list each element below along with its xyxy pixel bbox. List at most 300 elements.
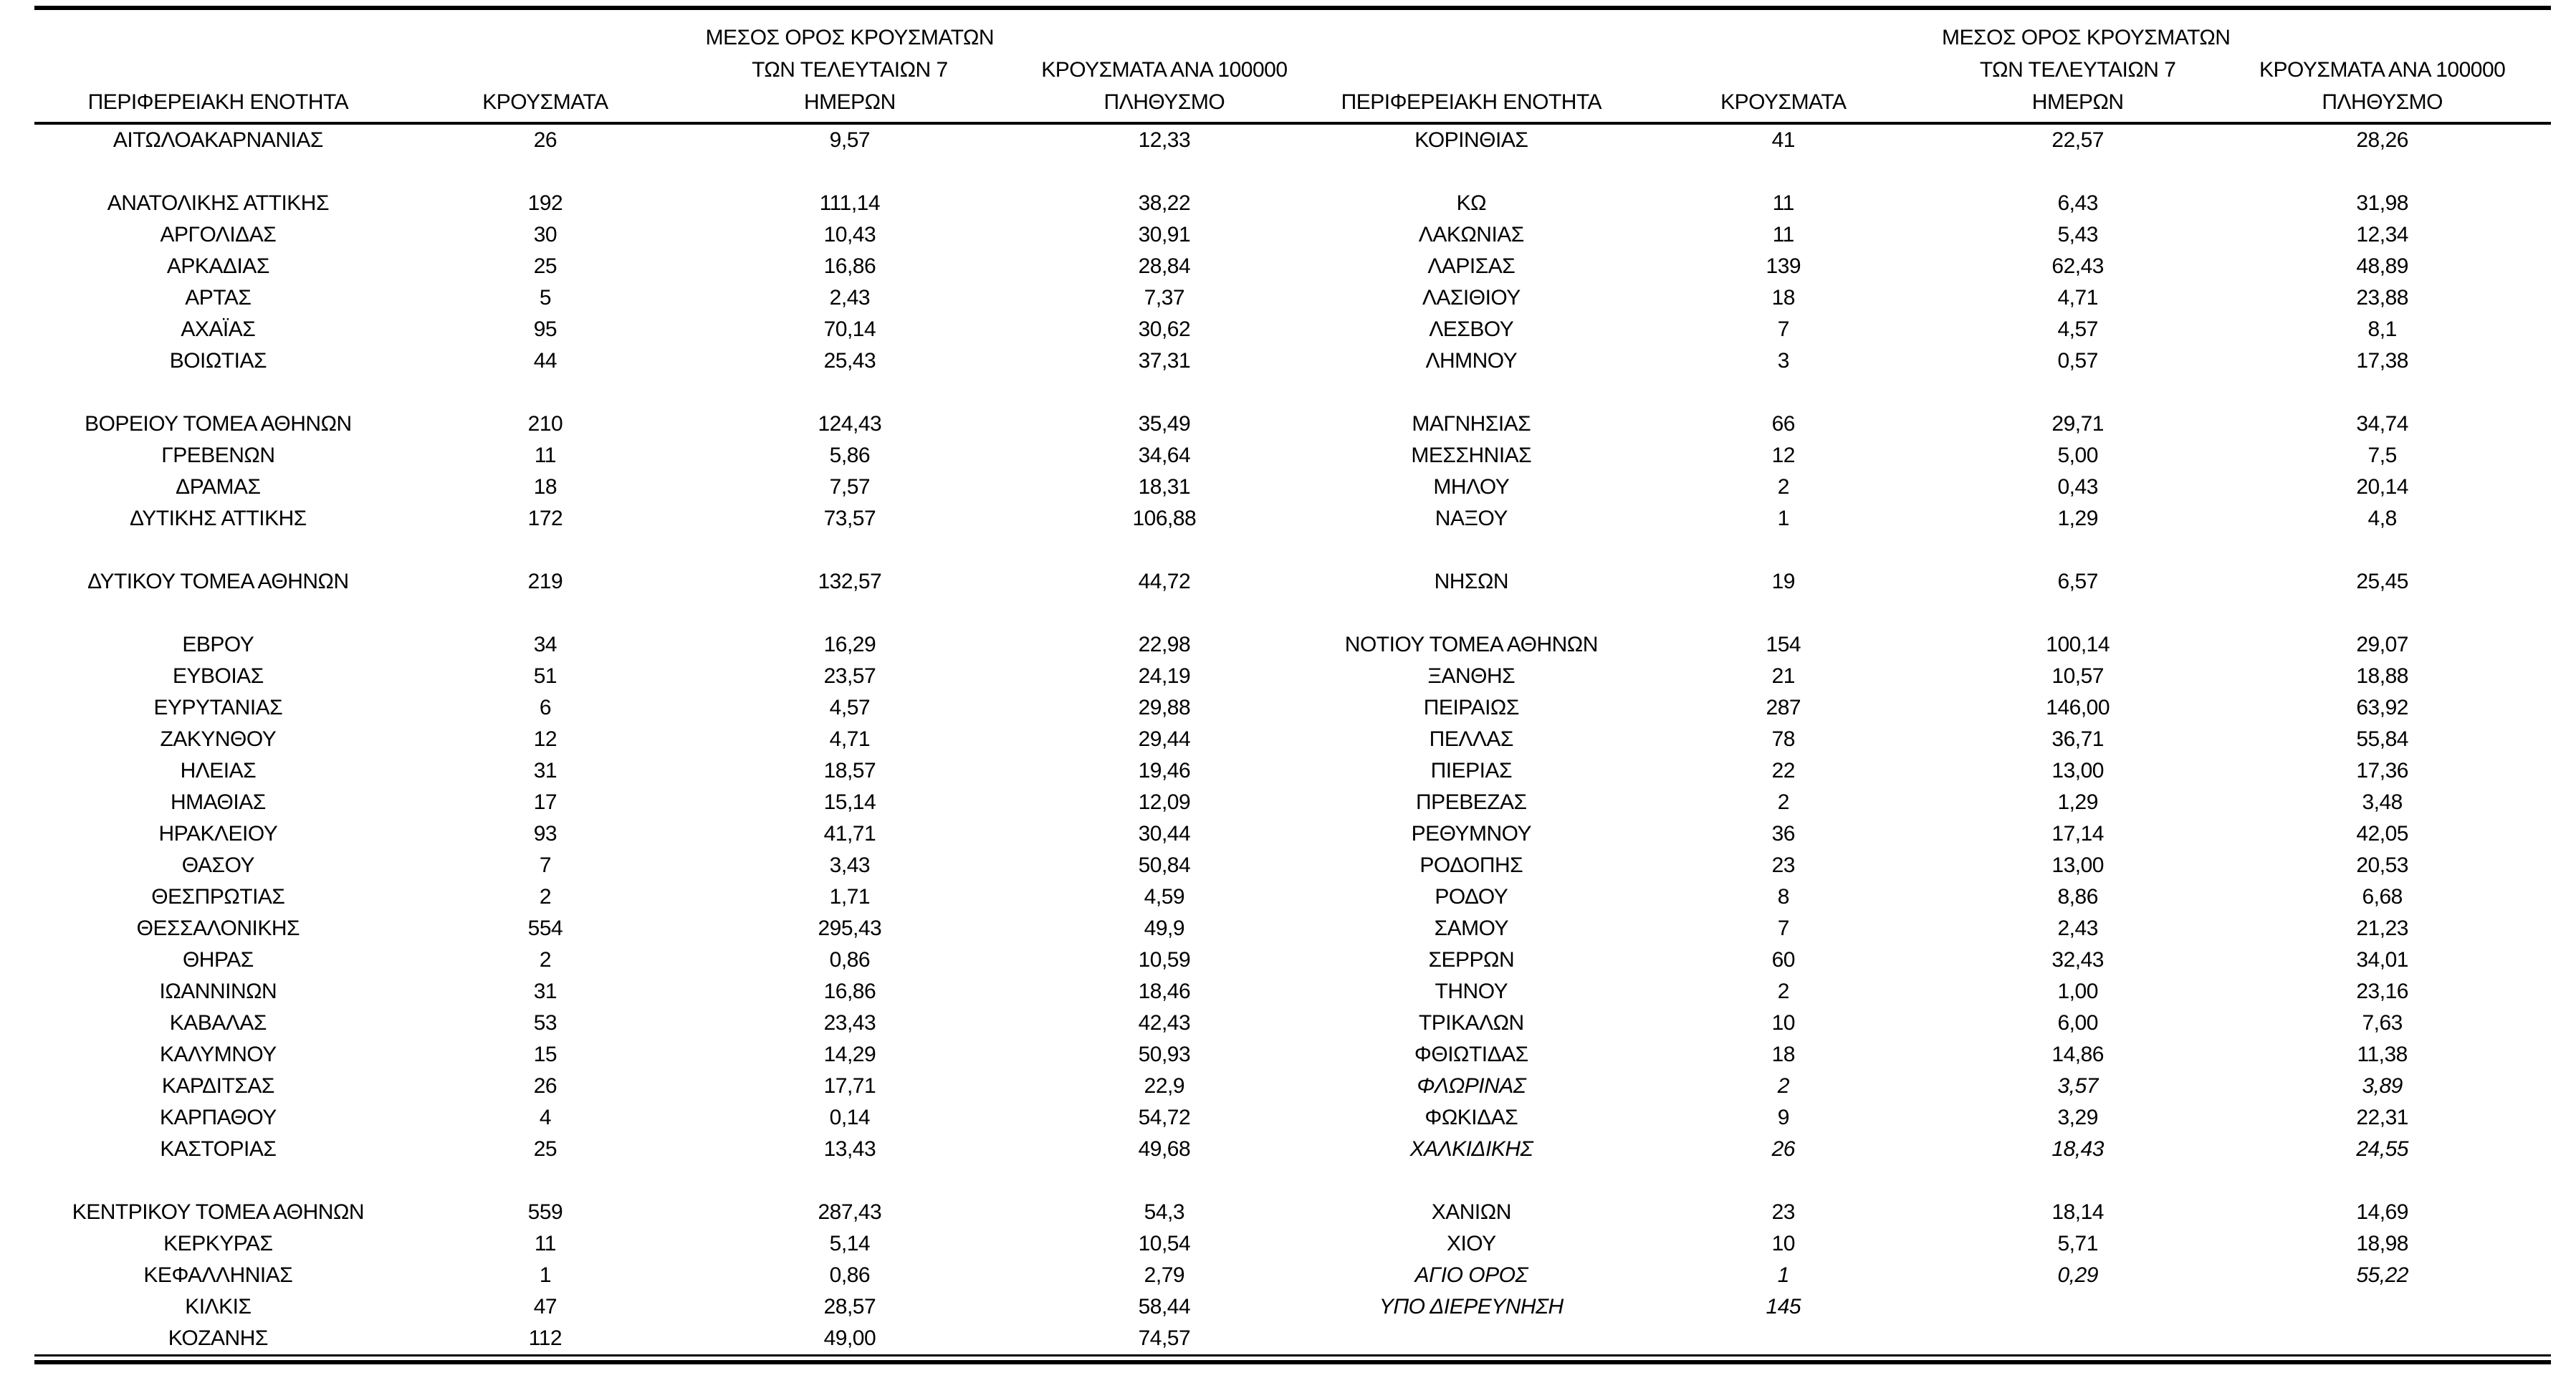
right-region-cell: ΠΕΛΛΑΣ bbox=[1429, 727, 1513, 751]
right-avg7-cell: 3,29 bbox=[2057, 1106, 2098, 1129]
right-avg7-cell bbox=[1942, 156, 2213, 188]
right-per100k-cell: 7,63 bbox=[2362, 1011, 2403, 1035]
right-avg7-cell: 17,14 bbox=[2051, 822, 2104, 846]
right-cases-cell: 7 bbox=[1777, 917, 1789, 940]
left-avg7-cell: 111,14 bbox=[819, 191, 881, 215]
left-avg7-header-line2: ΤΩΝ ΤΕΛΕΥΤΑΙΩΝ 7 bbox=[752, 58, 948, 82]
left-region-cell: ΑΧΑΪΑΣ bbox=[181, 317, 256, 341]
right-avg7-cell: 22,57 bbox=[2051, 128, 2104, 152]
regional-cases-table bbox=[34, 10, 2551, 1354]
right-avg7-cell: 0,43 bbox=[2057, 475, 2098, 499]
left-region-cell: ΚΕΡΚΥΡΑΣ bbox=[163, 1232, 273, 1255]
right-region-cell bbox=[1318, 535, 1624, 566]
left-per100k-cell: 44,72 bbox=[1138, 570, 1191, 593]
left-cases-cell: 93 bbox=[533, 822, 557, 846]
right-avg7-header-line2: ΤΩΝ ΤΕΛΕΥΤΑΙΩΝ 7 bbox=[1979, 58, 2176, 82]
left-region-cell: ΗΜΑΘΙΑΣ bbox=[170, 790, 266, 814]
left-region-cell bbox=[34, 1165, 402, 1197]
right-region-cell: ΛΕΣΒΟΥ bbox=[1429, 317, 1514, 341]
right-avg7-cell: 13,00 bbox=[2051, 759, 2104, 783]
left-avg7-cell: 5,14 bbox=[829, 1232, 871, 1255]
table-row bbox=[34, 976, 2551, 1008]
table-header bbox=[34, 10, 2551, 123]
left-avg7-cell: 4,71 bbox=[829, 727, 871, 751]
left-avg7-cell: 49,00 bbox=[823, 1326, 876, 1350]
left-avg7-cell: 16,86 bbox=[823, 980, 876, 1003]
right-cases-cell: 11 bbox=[1772, 191, 1794, 215]
right-avg7-cell: 18,43 bbox=[2051, 1137, 2104, 1161]
left-avg7-cell: 25,43 bbox=[823, 349, 876, 373]
right-region-cell: ΡΟΔΟΥ bbox=[1435, 885, 1508, 909]
left-avg7-cell: 287,43 bbox=[818, 1200, 882, 1224]
left-region-cell: ΕΥΒΟΙΑΣ bbox=[172, 664, 264, 688]
right-avg7-header-line1: ΜΕΣΟΣ ΟΡΟΣ ΚΡΟΥΣΜΑΤΩΝ bbox=[1942, 26, 2231, 49]
right-avg7-cell: 1,29 bbox=[2057, 507, 2098, 530]
right-avg7-cell bbox=[1942, 1291, 2213, 1323]
table-row bbox=[34, 692, 2551, 724]
table-row bbox=[34, 282, 2551, 314]
left-region-cell: ΗΛΕΙΑΣ bbox=[180, 759, 257, 783]
left-per100k-header bbox=[1011, 10, 1318, 123]
table-row bbox=[34, 408, 2551, 440]
left-region-cell: ΚΑΛΥΜΝΟΥ bbox=[159, 1043, 277, 1066]
left-avg7-cell: 23,57 bbox=[823, 664, 876, 688]
right-avg7-cell: 6,00 bbox=[2057, 1011, 2098, 1035]
right-per100k-cell bbox=[2213, 535, 2551, 566]
table-row bbox=[34, 629, 2551, 661]
table-row bbox=[34, 1102, 2551, 1134]
right-region-cell: ΛΑΚΩΝΙΑΣ bbox=[1418, 223, 1524, 247]
right-region-cell: ΚΟΡΙΝΘΙΑΣ bbox=[1414, 128, 1528, 152]
right-per100k-cell: 12,34 bbox=[2356, 223, 2408, 247]
left-avg7-cell bbox=[689, 598, 1011, 629]
left-per100k-cell bbox=[1011, 535, 1318, 566]
right-avg7-cell: 3,57 bbox=[2057, 1074, 2098, 1098]
left-per100k-cell: 34,64 bbox=[1138, 444, 1191, 467]
left-region-cell: ΚΙΛΚΙΣ bbox=[185, 1295, 252, 1319]
left-per100k-cell: 74,57 bbox=[1138, 1326, 1191, 1350]
table-row bbox=[34, 881, 2551, 913]
right-cases-cell: 60 bbox=[1771, 948, 1795, 972]
table-row bbox=[34, 1165, 2551, 1197]
right-cases-cell: 26 bbox=[1771, 1137, 1795, 1161]
table-row bbox=[34, 503, 2551, 535]
left-per100k-cell bbox=[1011, 598, 1318, 629]
right-region-cell: ΧΑΝΙΩΝ bbox=[1431, 1200, 1511, 1224]
right-avg7-cell: 18,14 bbox=[2051, 1200, 2104, 1224]
left-avg7-cell: 16,29 bbox=[823, 633, 876, 656]
right-region-cell: ΜΗΛΟΥ bbox=[1433, 475, 1510, 499]
left-region-cell: ΚΕΦΑΛΛΗΝΙΑΣ bbox=[143, 1263, 293, 1287]
left-per100k-cell: 22,9 bbox=[1144, 1074, 1185, 1098]
left-region-cell: ΘΕΣΣΑΛΟΝΙΚΗΣ bbox=[136, 917, 300, 940]
left-per100k-cell: 7,37 bbox=[1144, 286, 1185, 310]
right-per100k-cell bbox=[2213, 377, 2551, 408]
right-per100k-cell: 17,36 bbox=[2356, 759, 2408, 783]
left-per100k-cell: 22,98 bbox=[1138, 633, 1191, 656]
left-per100k-cell: 29,88 bbox=[1138, 696, 1191, 719]
left-cases-cell: 44 bbox=[533, 349, 557, 373]
right-per100k-cell: 21,23 bbox=[2356, 917, 2408, 940]
right-avg7-cell: 14,86 bbox=[2051, 1043, 2104, 1066]
left-cases-cell bbox=[402, 1165, 689, 1197]
left-per100k-cell: 106,88 bbox=[1132, 507, 1197, 530]
table-row bbox=[34, 440, 2551, 472]
left-avg7-cell: 17,71 bbox=[823, 1074, 876, 1098]
right-cases-cell: 78 bbox=[1771, 727, 1795, 751]
left-region-cell: ΕΒΡΟΥ bbox=[182, 633, 254, 656]
right-cases-cell bbox=[1625, 535, 1943, 566]
right-avg7-cell: 10,57 bbox=[2051, 664, 2104, 688]
right-cases-cell: 18 bbox=[1771, 1043, 1795, 1066]
right-per100k-cell: 42,05 bbox=[2356, 822, 2408, 846]
left-cases-cell: 7 bbox=[539, 853, 552, 877]
left-avg7-cell: 295,43 bbox=[818, 917, 882, 940]
right-region-cell: ΠΕΙΡΑΙΩΣ bbox=[1423, 696, 1519, 719]
right-cases-cell: 2 bbox=[1777, 790, 1789, 814]
right-avg7-cell: 8,86 bbox=[2057, 885, 2098, 909]
right-per100k-cell: 55,22 bbox=[2356, 1263, 2408, 1287]
left-region-cell: ΓΡΕΒΕΝΩΝ bbox=[161, 444, 275, 467]
left-cases-cell: 219 bbox=[527, 570, 563, 593]
left-per100k-header-line2: ΠΛΗΘΥΣΜΟ bbox=[1103, 90, 1225, 114]
left-region-cell: ΔΡΑΜΑΣ bbox=[176, 475, 261, 499]
left-avg7-cell: 124,43 bbox=[818, 412, 882, 436]
table-row bbox=[34, 535, 2551, 566]
left-cases-cell: 34 bbox=[533, 633, 557, 656]
left-avg7-cell: 7,57 bbox=[829, 475, 871, 499]
right-avg7-cell: 4,57 bbox=[2057, 317, 2098, 341]
left-avg7-cell: 9,57 bbox=[829, 128, 871, 152]
left-region-cell: ΚΑΡΔΙΤΣΑΣ bbox=[161, 1074, 274, 1098]
right-per100k-cell: 22,31 bbox=[2356, 1106, 2408, 1129]
table-row bbox=[34, 123, 2551, 156]
left-region-cell: ΚΟΖΑΝΗΣ bbox=[168, 1326, 268, 1350]
right-cases-cell: 21 bbox=[1771, 664, 1795, 688]
left-cases-cell bbox=[402, 377, 689, 408]
right-cases-cell: 22 bbox=[1771, 759, 1795, 783]
right-per100k-cell bbox=[2213, 598, 2551, 629]
left-per100k-cell: 24,19 bbox=[1138, 664, 1191, 688]
left-per100k-cell: 37,31 bbox=[1138, 349, 1191, 373]
left-avg7-cell: 0,14 bbox=[829, 1106, 871, 1129]
right-per100k-cell: 6,68 bbox=[2362, 885, 2403, 909]
table-row bbox=[34, 1039, 2551, 1071]
right-avg7-header-line3: ΗΜΕΡΩΝ bbox=[2031, 90, 2124, 114]
table-row bbox=[34, 156, 2551, 188]
right-cases-cell: 1 bbox=[1777, 1263, 1789, 1287]
right-cases-cell: 1 bbox=[1777, 507, 1789, 530]
right-region-cell bbox=[1318, 156, 1624, 188]
left-region-cell: ΑΡΚΑΔΙΑΣ bbox=[166, 254, 269, 278]
right-cases-cell bbox=[1625, 598, 1943, 629]
right-region-cell: ΤΗΝΟΥ bbox=[1435, 980, 1508, 1003]
right-cases-cell bbox=[1625, 156, 1943, 188]
right-region-cell bbox=[1318, 1165, 1624, 1197]
left-per100k-cell: 49,9 bbox=[1144, 917, 1185, 940]
left-avg7-cell: 23,43 bbox=[823, 1011, 876, 1035]
left-cases-cell: 31 bbox=[533, 980, 557, 1003]
right-per100k-cell: 3,48 bbox=[2362, 790, 2403, 814]
left-cases-cell: 15 bbox=[533, 1043, 557, 1066]
right-region-cell: ΝΟΤΙΟΥ ΤΟΜΕΑ ΑΘΗΝΩΝ bbox=[1344, 633, 1598, 656]
table-row bbox=[34, 314, 2551, 345]
right-region-cell: ΞΑΝΘΗΣ bbox=[1427, 664, 1516, 688]
left-cases-cell: 31 bbox=[533, 759, 557, 783]
left-avg7-cell: 16,86 bbox=[823, 254, 876, 278]
left-region-header bbox=[34, 10, 402, 123]
right-avg7-cell: 0,29 bbox=[2057, 1263, 2098, 1287]
right-avg7-cell: 1,29 bbox=[2057, 790, 2098, 814]
table-row bbox=[34, 1323, 2551, 1354]
table-row bbox=[34, 345, 2551, 377]
right-cases-cell bbox=[1625, 1323, 1943, 1354]
left-cases-cell: 192 bbox=[527, 191, 563, 215]
right-cases-cell bbox=[1625, 377, 1943, 408]
right-avg7-cell: 100,14 bbox=[2046, 633, 2110, 656]
right-cases-cell: 41 bbox=[1771, 128, 1795, 152]
left-avg7-cell bbox=[689, 1165, 1011, 1197]
right-per100k-cell: 24,55 bbox=[2356, 1137, 2408, 1161]
right-per100k-cell: 25,45 bbox=[2356, 570, 2408, 593]
left-region-cell: ΘΑΣΟΥ bbox=[181, 853, 254, 877]
right-cases-cell: 18 bbox=[1771, 286, 1795, 310]
right-avg7-cell bbox=[1942, 1323, 2213, 1354]
left-cases-cell: 47 bbox=[533, 1295, 557, 1319]
table-row bbox=[34, 755, 2551, 787]
left-cases-cell: 112 bbox=[528, 1326, 562, 1350]
left-per100k-cell bbox=[1011, 1165, 1318, 1197]
left-avg7-cell: 2,43 bbox=[829, 286, 871, 310]
right-region-cell: ΦΛΩΡΙΝΑΣ bbox=[1417, 1074, 1526, 1098]
right-region-cell: ΡΕΘΥΜΝΟΥ bbox=[1411, 822, 1532, 846]
right-cases-cell: 7 bbox=[1777, 317, 1789, 341]
left-per100k-cell: 49,68 bbox=[1138, 1137, 1191, 1161]
left-cases-cell: 4 bbox=[539, 1106, 552, 1129]
right-cases-cell: 66 bbox=[1771, 412, 1795, 436]
left-cases-cell: 5 bbox=[539, 286, 552, 310]
right-cases-cell: 9 bbox=[1777, 1106, 1789, 1129]
right-per100k-header bbox=[2213, 10, 2551, 123]
right-region-cell: ΛΑΡΙΣΑΣ bbox=[1427, 254, 1516, 278]
left-avg7-cell bbox=[689, 156, 1011, 188]
left-cases-cell: 26 bbox=[533, 1074, 557, 1098]
right-region-cell: ΑΓΙΟ ΟΡΟΣ bbox=[1414, 1263, 1528, 1287]
right-region-cell: ΣΑΜΟΥ bbox=[1434, 917, 1509, 940]
left-cases-cell: 2 bbox=[539, 948, 552, 972]
left-region-cell: ΚΕΝΤΡΙΚΟΥ ΤΟΜΕΑ ΑΘΗΝΩΝ bbox=[72, 1200, 365, 1224]
left-cases-cell: 12 bbox=[533, 727, 557, 751]
left-cases-cell: 1 bbox=[539, 1263, 552, 1287]
left-cases-cell bbox=[402, 156, 689, 188]
left-region-cell bbox=[34, 377, 402, 408]
right-region-cell: ΣΕΡΡΩΝ bbox=[1428, 948, 1515, 972]
left-cases-cell: 30 bbox=[533, 223, 557, 247]
right-avg7-cell bbox=[1942, 598, 2213, 629]
left-cases-cell: 11 bbox=[534, 1232, 556, 1255]
right-region-cell bbox=[1318, 1323, 1624, 1354]
left-region-cell: ΙΩΑΝΝΙΝΩΝ bbox=[159, 980, 277, 1003]
left-region-cell: ΘΕΣΠΡΩΤΙΑΣ bbox=[151, 885, 285, 909]
left-avg7-cell: 18,57 bbox=[823, 759, 876, 783]
left-cases-cell: 172 bbox=[527, 507, 563, 530]
right-region-cell: ΝΑΞΟΥ bbox=[1435, 507, 1508, 530]
right-region-cell: ΜΑΓΝΗΣΙΑΣ bbox=[1412, 412, 1531, 436]
right-per100k-cell: 23,16 bbox=[2356, 980, 2408, 1003]
right-per100k-cell: 31,98 bbox=[2356, 191, 2408, 215]
left-per100k-cell: 12,33 bbox=[1138, 128, 1191, 152]
left-per100k-cell: 30,44 bbox=[1138, 822, 1191, 846]
table-row bbox=[34, 251, 2551, 282]
right-cases-cell: 23 bbox=[1771, 1200, 1795, 1224]
left-avg7-cell bbox=[689, 377, 1011, 408]
left-region-cell bbox=[34, 598, 402, 629]
right-region-cell: ΚΩ bbox=[1456, 191, 1487, 215]
left-avg7-header-line1: ΜΕΣΟΣ ΟΡΟΣ ΚΡΟΥΣΜΑΤΩΝ bbox=[705, 26, 995, 49]
left-per100k-cell: 35,49 bbox=[1138, 412, 1191, 436]
right-per100k-cell: 63,92 bbox=[2356, 696, 2408, 719]
left-avg7-cell: 70,14 bbox=[823, 317, 876, 341]
table-row bbox=[34, 818, 2551, 850]
table-row bbox=[34, 1134, 2551, 1165]
left-per100k-cell: 30,91 bbox=[1138, 223, 1191, 247]
left-cases-cell: 26 bbox=[533, 128, 557, 152]
left-per100k-cell bbox=[1011, 377, 1318, 408]
left-per100k-cell: 10,59 bbox=[1138, 948, 1191, 972]
left-region-cell: ΑΡΤΑΣ bbox=[185, 286, 252, 310]
right-per100k-cell: 11,38 bbox=[2357, 1043, 2408, 1066]
table-row bbox=[34, 219, 2551, 251]
left-avg7-cell: 132,57 bbox=[818, 570, 882, 593]
right-cases-cell: 10 bbox=[1771, 1011, 1795, 1035]
right-cases-cell: 2 bbox=[1777, 980, 1789, 1003]
left-region-cell: ΑΝΑΤΟΛΙΚΗΣ ΑΤΤΙΚΗΣ bbox=[107, 191, 330, 215]
right-cases-cell: 19 bbox=[1771, 570, 1795, 593]
left-region-cell: ΚΑΣΤΟΡΙΑΣ bbox=[160, 1137, 277, 1161]
right-region-cell: ΤΡΙΚΑΛΩΝ bbox=[1418, 1011, 1524, 1035]
right-cases-cell: 2 bbox=[1777, 475, 1789, 499]
right-per100k-header-line2: ΠΛΗΘΥΣΜΟ bbox=[2322, 90, 2443, 114]
right-cases-cell: 23 bbox=[1771, 853, 1795, 877]
left-avg7-cell: 41,71 bbox=[823, 822, 876, 846]
right-cases-cell: 154 bbox=[1766, 633, 1801, 656]
right-per100k-cell: 18,88 bbox=[2356, 664, 2408, 688]
left-cases-cell bbox=[402, 535, 689, 566]
right-per100k-cell bbox=[2213, 1291, 2551, 1323]
left-cases-cell: 210 bbox=[527, 412, 563, 436]
right-cases-cell: 287 bbox=[1766, 696, 1801, 719]
left-cases-cell: 25 bbox=[533, 254, 557, 278]
right-cases-cell: 10 bbox=[1771, 1232, 1795, 1255]
right-region-cell bbox=[1318, 598, 1624, 629]
right-per100k-cell bbox=[2213, 156, 2551, 188]
right-region-cell: ΧΑΛΚΙΔΙΚΗΣ bbox=[1409, 1137, 1533, 1161]
right-cases-cell bbox=[1625, 1165, 1943, 1197]
right-per100k-cell: 34,01 bbox=[2356, 948, 2408, 972]
right-region-cell: ΝΗΣΩΝ bbox=[1434, 570, 1509, 593]
left-cases-cell: 95 bbox=[533, 317, 557, 341]
left-per100k-cell: 58,44 bbox=[1138, 1295, 1191, 1319]
left-per100k-cell: 29,44 bbox=[1138, 727, 1191, 751]
right-per100k-cell: 20,14 bbox=[2356, 475, 2408, 499]
table-row bbox=[34, 661, 2551, 692]
left-per100k-cell: 42,43 bbox=[1138, 1011, 1191, 1035]
left-region-cell bbox=[34, 156, 402, 188]
left-avg7-cell: 5,86 bbox=[829, 444, 871, 467]
right-per100k-cell: 7,5 bbox=[2367, 444, 2397, 467]
left-avg7-cell bbox=[689, 535, 1011, 566]
right-per100k-cell: 23,88 bbox=[2356, 286, 2408, 310]
left-region-cell bbox=[34, 535, 402, 566]
left-region-cell: ΕΥΡΥΤΑΝΙΑΣ bbox=[153, 696, 283, 719]
right-per100k-cell: 28,26 bbox=[2356, 128, 2408, 152]
right-cases-cell: 2 bbox=[1777, 1074, 1789, 1098]
right-cases-header bbox=[1625, 10, 1943, 123]
left-per100k-cell: 18,46 bbox=[1138, 980, 1191, 1003]
right-per100k-header-line1: ΚΡΟΥΣΜΑΤΑ ΑΝΑ 100000 bbox=[2259, 58, 2506, 82]
right-avg7-cell: 146,00 bbox=[2046, 696, 2110, 719]
right-avg7-header bbox=[1942, 10, 2231, 123]
left-per100k-cell: 30,62 bbox=[1138, 317, 1191, 341]
left-avg7-cell: 0,86 bbox=[829, 948, 871, 972]
right-region-cell: ΠΡΕΒΕΖΑΣ bbox=[1416, 790, 1527, 814]
right-region-cell: ΛΗΜΝΟΥ bbox=[1425, 349, 1518, 373]
left-cases-cell: 53 bbox=[533, 1011, 557, 1035]
right-avg7-cell: 5,71 bbox=[2057, 1232, 2098, 1255]
right-per100k-cell: 34,74 bbox=[2356, 412, 2408, 436]
right-per100k-cell bbox=[2213, 1165, 2551, 1197]
table-row bbox=[34, 1008, 2551, 1039]
right-avg7-cell bbox=[1942, 377, 2213, 408]
right-per100k-cell bbox=[2213, 1323, 2551, 1354]
table-row bbox=[34, 1197, 2551, 1228]
left-per100k-cell: 38,22 bbox=[1138, 191, 1191, 215]
left-per100k-cell: 50,84 bbox=[1138, 853, 1191, 877]
right-region-cell: ΜΕΣΣΗΝΙΑΣ bbox=[1411, 444, 1532, 467]
left-region-cell: ΒΟΙΩΤΙΑΣ bbox=[169, 349, 267, 373]
left-avg7-header-line3: ΗΜΕΡΩΝ bbox=[803, 90, 896, 114]
right-avg7-cell: 1,00 bbox=[2057, 980, 2098, 1003]
table-row bbox=[34, 944, 2551, 976]
left-avg7-cell: 4,57 bbox=[829, 696, 871, 719]
left-per100k-cell: 10,54 bbox=[1138, 1232, 1191, 1255]
left-cases-cell: 18 bbox=[533, 475, 557, 499]
left-region-cell: ΒΟΡΕΙΟΥ ΤΟΜΕΑ ΑΘΗΝΩΝ bbox=[85, 412, 352, 436]
left-region-cell: ΖΑΚΥΝΘΟΥ bbox=[160, 727, 277, 751]
right-avg7-cell: 5,43 bbox=[2057, 223, 2098, 247]
left-per100k-cell: 50,93 bbox=[1138, 1043, 1191, 1066]
right-region-header bbox=[1318, 10, 1624, 123]
right-per100k-cell: 18,98 bbox=[2356, 1232, 2408, 1255]
right-region-cell: ΥΠΟ ΔΙΕΡΕΥΝΗΣΗ bbox=[1379, 1295, 1564, 1319]
left-avg7-cell: 28,57 bbox=[823, 1295, 876, 1319]
right-avg7-cell: 13,00 bbox=[2051, 853, 2104, 877]
right-cases-header-label: ΚΡΟΥΣΜΑΤΑ bbox=[1720, 90, 1847, 114]
left-region-cell: ΑΙΤΩΛΟΑΚΑΡΝΑΝΙΑΣ bbox=[112, 128, 323, 152]
right-region-cell: ΡΟΔΟΠΗΣ bbox=[1419, 853, 1523, 877]
bottom-rule bbox=[34, 1354, 2551, 1364]
left-per100k-cell: 54,72 bbox=[1138, 1106, 1191, 1129]
right-per100k-cell: 8,1 bbox=[2367, 317, 2397, 341]
right-avg7-cell: 2,43 bbox=[2057, 917, 2098, 940]
table-row bbox=[34, 472, 2551, 503]
table-row bbox=[34, 598, 2551, 629]
left-cases-cell: 17 bbox=[533, 790, 557, 814]
left-per100k-cell bbox=[1011, 156, 1318, 188]
right-per100k-cell: 48,89 bbox=[2356, 254, 2408, 278]
table-row bbox=[34, 1071, 2551, 1102]
left-per100k-cell: 18,31 bbox=[1138, 475, 1191, 499]
